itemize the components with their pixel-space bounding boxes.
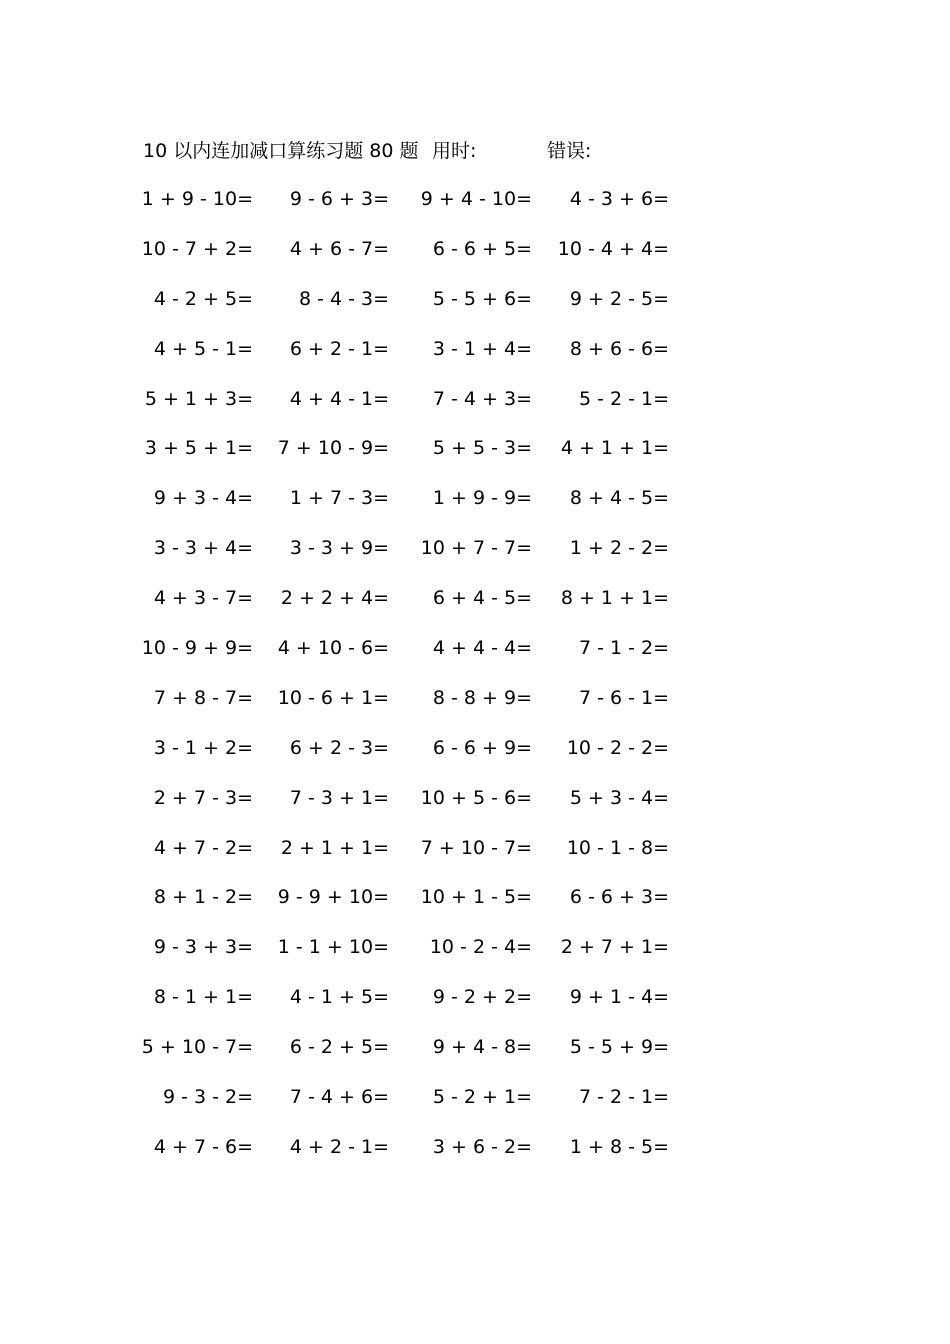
errors-label: 错误: (547, 140, 592, 162)
math-problem: 4 + 3 - 7= (153, 587, 253, 610)
math-problem: 9 + 2 - 5= (569, 287, 669, 310)
problem-row (0, 485, 950, 535)
math-problem: 10 + 7 - 7= (420, 537, 532, 560)
math-problem: 6 - 6 + 3= (569, 886, 669, 909)
math-problem: 5 - 5 + 6= (432, 287, 532, 310)
math-problem: 4 + 4 - 4= (432, 637, 532, 660)
math-problem: 5 + 5 - 3= (432, 437, 532, 460)
math-problem: 4 + 7 - 6= (153, 1135, 253, 1158)
math-problem: 4 + 2 - 1= (289, 1135, 389, 1158)
problem-row (0, 286, 950, 336)
math-problem: 2 + 7 + 1= (560, 936, 669, 959)
problem-row (0, 236, 950, 286)
math-problem: 8 + 6 - 6= (569, 337, 669, 360)
math-problem: 9 - 6 + 3= (289, 188, 389, 210)
math-problem: 8 + 1 + 1= (560, 587, 669, 610)
math-problem: 4 - 2 + 5= (153, 287, 253, 310)
math-problem: 5 - 5 + 9= (569, 1036, 669, 1059)
math-problem: 4 + 5 - 1= (153, 337, 253, 360)
math-problem: 9 + 3 - 4= (153, 487, 253, 510)
worksheet-title: 10 以内连加减口算练习题 80 题 (143, 140, 419, 162)
math-problem: 10 - 2 - 2= (566, 736, 669, 759)
math-problem: 6 - 6 + 9= (432, 736, 532, 759)
math-problem: 8 - 4 - 3= (298, 287, 389, 310)
math-problem: 5 + 1 + 3= (144, 387, 253, 410)
time-label: 用时: (432, 140, 477, 162)
problem-row (0, 535, 950, 585)
math-problem: 6 - 6 + 5= (432, 237, 532, 260)
problem-row (0, 336, 950, 386)
math-problem: 8 - 8 + 9= (432, 686, 532, 709)
problem-row (0, 984, 950, 1034)
math-problem: 7 + 10 - 9= (277, 437, 389, 460)
math-problem: 8 + 1 - 2= (153, 886, 253, 909)
math-problem: 2 + 7 - 3= (153, 786, 253, 809)
math-problem: 3 + 6 - 2= (432, 1135, 532, 1158)
math-problem: 9 + 4 - 8= (432, 1036, 532, 1059)
math-problem: 6 - 2 + 5= (289, 1036, 389, 1059)
math-problem: 6 + 2 - 3= (289, 736, 389, 759)
math-problem: 6 + 4 - 5= (432, 587, 532, 610)
problem-row (0, 1034, 950, 1084)
math-problem: 7 - 2 - 1= (578, 1086, 669, 1109)
problem-row (0, 785, 950, 835)
math-problem: 9 - 2 + 2= (432, 986, 532, 1009)
math-problem: 4 + 4 - 1= (289, 387, 389, 410)
math-problem: 7 - 4 + 3= (432, 387, 532, 410)
math-problem: 7 + 8 - 7= (153, 686, 253, 709)
math-problem: 2 + 2 + 4= (280, 587, 389, 610)
problem-row (0, 1134, 950, 1184)
math-problem: 10 - 4 + 4= (557, 237, 669, 260)
math-problem: 3 + 5 + 1= (144, 437, 253, 460)
math-problem: 1 + 9 - 10= (141, 188, 253, 210)
math-problem: 5 - 2 - 1= (578, 387, 669, 410)
problem-row (0, 186, 950, 236)
problem-row (0, 835, 950, 885)
math-problem: 7 - 3 + 1= (289, 786, 389, 809)
math-problem: 1 + 7 - 3= (289, 487, 389, 510)
math-problem: 4 + 10 - 6= (277, 637, 389, 660)
math-problem: 7 - 1 - 2= (578, 637, 669, 660)
math-problem: 3 - 1 + 4= (432, 337, 532, 360)
problem-row (0, 585, 950, 635)
problem-row (0, 934, 950, 984)
problem-row (0, 884, 950, 934)
math-problem: 9 + 1 - 4= (569, 986, 669, 1009)
math-problem: 10 - 2 - 4= (429, 936, 532, 959)
math-problem: 10 - 7 + 2= (141, 237, 253, 260)
math-problem: 4 - 1 + 5= (289, 986, 389, 1009)
math-problem: 6 + 2 - 1= (289, 337, 389, 360)
math-problem: 4 + 1 + 1= (560, 437, 669, 460)
math-problem: 10 - 9 + 9= (141, 637, 253, 660)
math-problem: 9 - 3 - 2= (162, 1086, 253, 1109)
math-problem: 1 - 1 + 10= (277, 936, 389, 959)
problem-row (0, 435, 950, 485)
math-problem: 3 - 1 + 2= (153, 736, 253, 759)
math-problem: 1 + 2 - 2= (569, 537, 669, 560)
math-problem: 7 - 6 - 1= (578, 686, 669, 709)
math-problem: 4 + 7 - 2= (153, 836, 253, 859)
problem-row (0, 1084, 950, 1134)
math-problem: 9 + 4 - 10= (420, 188, 532, 210)
math-problem: 4 - 3 + 6= (569, 188, 669, 210)
math-problem: 8 - 1 + 1= (153, 986, 253, 1009)
math-problem: 4 + 6 - 7= (289, 237, 389, 260)
math-problem: 7 + 10 - 7= (420, 836, 532, 859)
math-problem: 9 - 9 + 10= (277, 886, 389, 909)
math-problem: 2 + 1 + 1= (280, 836, 389, 859)
math-problem: 5 + 10 - 7= (141, 1036, 253, 1059)
math-problem: 3 - 3 + 9= (289, 537, 389, 560)
problem-row (0, 635, 950, 685)
math-problem: 9 - 3 + 3= (153, 936, 253, 959)
math-problem: 8 + 4 - 5= (569, 487, 669, 510)
math-problem: 7 - 4 + 6= (289, 1086, 389, 1109)
math-problem: 5 - 2 + 1= (432, 1086, 532, 1109)
problem-row (0, 685, 950, 735)
math-problem: 10 + 1 - 5= (420, 886, 532, 909)
math-problem: 3 - 3 + 4= (153, 537, 253, 560)
math-problem: 10 - 1 - 8= (566, 836, 669, 859)
math-problem: 1 + 9 - 9= (432, 487, 532, 510)
math-problem: 5 + 3 - 4= (569, 786, 669, 809)
problem-row (0, 735, 950, 785)
problem-grid (0, 186, 950, 1184)
math-problem: 1 + 8 - 5= (569, 1135, 669, 1158)
math-problem: 10 + 5 - 6= (420, 786, 532, 809)
math-problem: 10 - 6 + 1= (277, 686, 389, 709)
problem-row (0, 386, 950, 436)
